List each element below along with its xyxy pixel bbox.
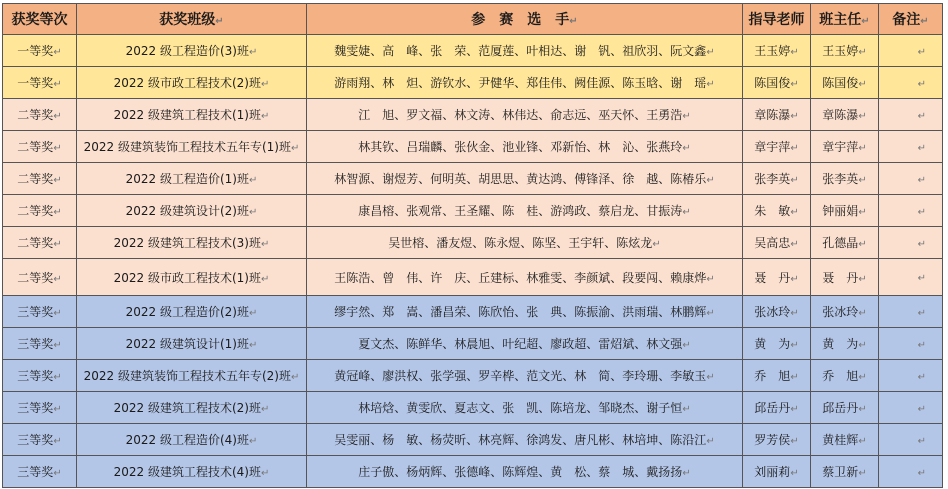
remarks-mark: ↵ [917, 238, 926, 250]
advisor-text: 聂 丹 [754, 270, 791, 285]
remarks-cell [879, 131, 943, 163]
class-teacher-cell [811, 131, 879, 163]
table-row [3, 131, 943, 163]
award-level-text: 三等奖 [17, 401, 54, 415]
class-teacher-cell [811, 195, 879, 227]
paragraph-mark: ↵ [53, 239, 62, 250]
paragraph-mark: ↵ [790, 111, 799, 122]
advisor-text: 乔 旭 [754, 369, 791, 383]
class-teacher-cell [811, 259, 879, 296]
advisor-cell [743, 328, 811, 360]
table-row [3, 360, 943, 392]
paragraph-mark: ↵ [790, 404, 799, 415]
award-level-cell [3, 424, 77, 456]
participants-cell [307, 67, 743, 99]
table-body [3, 35, 943, 488]
header-row [3, 4, 943, 35]
paragraph-mark: ↵ [248, 207, 258, 218]
participants-text: 游雨翔、林 炟、游钦水、尹健华、郑佳伟、阙佳源、陈玉晗、谢 瑶 [334, 76, 707, 90]
paragraph-mark: ↵ [706, 273, 715, 285]
table-row [3, 67, 943, 99]
participants-cell [307, 328, 743, 360]
paragraph-mark: ↵ [682, 143, 691, 154]
table-row [3, 259, 943, 296]
class-teacher-text: 邱岳丹 [822, 401, 859, 415]
advisor-text: 刘丽莉 [754, 465, 791, 479]
paragraph-mark: ↵ [682, 468, 691, 479]
paragraph-mark: ↵ [790, 468, 799, 479]
table-row [3, 227, 943, 259]
participants-text: 康昌榕、张观常、王圣耀、陈 桂、游鸿政、蔡启龙、甘振涛 [358, 204, 683, 218]
paragraph-mark: ↵ [858, 79, 867, 90]
class-teacher-text: 孔德晶 [822, 236, 859, 250]
class-teacher-text: 章宇萍 [822, 140, 859, 154]
paragraph-mark: ↵ [260, 111, 270, 122]
advisor-cell [743, 360, 811, 392]
remarks-cell [879, 35, 943, 67]
class-teacher-text: 张冰玲 [822, 305, 859, 319]
class-name-text: 2022 级市政工程技术(2)班 [113, 76, 261, 90]
class-teacher-text: 蔡卫新 [822, 465, 859, 479]
advisor-text: 章陈瀑 [754, 108, 791, 122]
class-teacher-text: 黄桂辉 [822, 433, 859, 447]
class-name-text: 2022 级建筑工程技术(4)班 [113, 465, 261, 479]
paragraph-mark: ↵ [706, 47, 715, 58]
award-level-text: 二等奖 [17, 140, 54, 154]
award-level-cell [3, 67, 77, 99]
paragraph-mark: ↵ [790, 273, 799, 285]
paragraph-mark: ↵ [858, 308, 867, 319]
award-level-text: 三等奖 [17, 433, 54, 447]
participants-cell [307, 227, 743, 259]
award-level-cell [3, 163, 77, 195]
table-row [3, 35, 943, 67]
paragraph-mark: ↵ [790, 175, 799, 186]
participants-cell [307, 360, 743, 392]
class-teacher-cell [811, 163, 879, 195]
paragraph-mark: ↵ [290, 372, 300, 383]
advisor-cell [743, 456, 811, 488]
paragraph-mark: ↵ [260, 404, 270, 415]
class-name-text: 2022 级建筑工程技术(1)班 [113, 108, 261, 122]
award-level-cell [3, 195, 77, 227]
remarks-cell [879, 392, 943, 424]
award-level-text: 三等奖 [17, 305, 54, 319]
table-row [3, 424, 943, 456]
paragraph-mark: ↵ [682, 404, 691, 415]
paragraph-mark: ↵ [790, 47, 799, 58]
paragraph-mark: ↵ [53, 207, 62, 218]
class-teacher-text: 乔 旭 [822, 369, 859, 383]
award-level-cell [3, 328, 77, 360]
table-row [3, 392, 943, 424]
paragraph-mark: ↵ [858, 143, 867, 154]
class-name-cell [77, 163, 307, 195]
class-teacher-text: 王玉婷 [822, 44, 859, 58]
paragraph-mark: ↵ [682, 340, 691, 351]
class-name-text: 2022 级工程造价(4)班 [125, 433, 249, 447]
paragraph-mark: ↵ [790, 340, 799, 351]
header-remarks: 备注↵ [879, 4, 943, 35]
award-level-text: 三等奖 [17, 369, 54, 383]
participants-cell [307, 195, 743, 227]
paragraph-mark: ↵ [858, 404, 867, 415]
paragraph-mark: ↵ [790, 143, 799, 154]
class-teacher-cell [811, 456, 879, 488]
advisor-cell [743, 259, 811, 296]
class-name-text: 2022 级建筑装饰工程技术五年专(2)班 [83, 369, 291, 383]
advisor-cell [743, 227, 811, 259]
table-row [3, 195, 943, 227]
paragraph-mark: ↵ [652, 239, 661, 250]
remarks-cell [879, 99, 943, 131]
class-teacher-cell [811, 360, 879, 392]
paragraph-mark: ↵ [53, 404, 62, 415]
class-name-cell [77, 67, 307, 99]
header-class-teacher: 班主任↵ [811, 4, 879, 35]
remarks-cell [879, 227, 943, 259]
paragraph-mark: ↵ [53, 111, 62, 122]
paragraph-mark: ↵ [53, 47, 62, 58]
award-level-text: 三等奖 [17, 465, 54, 479]
table-row [3, 163, 943, 195]
advisor-cell [743, 163, 811, 195]
paragraph-mark: ↵ [706, 436, 715, 447]
advisor-text: 邱岳丹 [754, 401, 791, 415]
remarks-mark: ↵ [917, 142, 926, 154]
header-award-level: 获奖等次 [3, 4, 77, 35]
paragraph-mark: ↵ [53, 372, 62, 383]
remarks-mark: ↵ [917, 273, 926, 284]
participants-text: 魏雯婕、高 峰、张 荣、范厦莲、叶相达、谢 钒、祖欣羽、阮文鑫 [334, 44, 707, 58]
paragraph-mark: ↵ [260, 239, 270, 250]
advisor-cell [743, 195, 811, 227]
awards-table [2, 3, 943, 488]
remarks-mark: ↵ [917, 339, 926, 351]
paragraph-mark: ↵ [790, 436, 799, 447]
remarks-mark: ↵ [917, 403, 926, 415]
paragraph-mark: ↵ [248, 175, 258, 186]
advisor-text: 朱 敏 [754, 204, 791, 218]
class-teacher-cell [811, 227, 879, 259]
paragraph-mark: ↵ [248, 308, 258, 319]
table-row [3, 99, 943, 131]
table-row [3, 328, 943, 360]
remarks-cell [879, 296, 943, 328]
paragraph-mark: ↵ [53, 468, 62, 479]
class-name-cell [77, 424, 307, 456]
award-level-text: 三等奖 [17, 337, 54, 351]
class-name-text: 2022 级工程造价(1)班 [125, 172, 249, 186]
advisor-cell [743, 296, 811, 328]
class-name-cell [77, 259, 307, 296]
paragraph-mark: ↵ [858, 47, 867, 58]
table-row [3, 456, 943, 488]
paragraph-mark: ↵ [682, 111, 691, 122]
participants-text: 林智源、谢煜芳、何明英、胡思思、黄达鸿、傅锋泽、徐 越、陈椿乐 [334, 172, 707, 186]
participants-text: 江 旭、罗文福、林文涛、林伟达、俞志远、巫天怀、王勇浩 [358, 108, 683, 122]
paragraph-mark: ↵ [790, 372, 799, 383]
paragraph-mark: ↵ [706, 79, 715, 90]
paragraph-mark: ↵ [790, 79, 799, 90]
participants-cell [307, 259, 743, 296]
participants-cell [307, 296, 743, 328]
advisor-text: 黄 为 [754, 337, 791, 351]
participants-cell [307, 424, 743, 456]
class-name-text: 2022 级工程造价(2)班 [125, 305, 249, 319]
remarks-mark: ↵ [917, 307, 926, 319]
remarks-mark: ↵ [917, 110, 926, 122]
paragraph-mark: ↵ [53, 143, 62, 154]
paragraph-mark: ↵ [682, 207, 691, 218]
class-name-text: 2022 级工程造价(3)班 [125, 44, 249, 58]
participants-cell [307, 392, 743, 424]
class-name-cell [77, 392, 307, 424]
paragraph-mark: ↵ [248, 436, 258, 447]
class-teacher-cell [811, 424, 879, 456]
paragraph-mark: ↵ [790, 308, 799, 319]
class-name-text: 2022 级建筑设计(1)班 [125, 337, 249, 351]
participants-cell [307, 131, 743, 163]
advisor-text: 吴高忠 [754, 236, 791, 250]
remarks-cell [879, 163, 943, 195]
remarks-cell [879, 424, 943, 456]
remarks-cell [879, 456, 943, 488]
participants-cell [307, 99, 743, 131]
remarks-cell [879, 328, 943, 360]
paragraph-mark: ↵ [53, 340, 62, 351]
paragraph-mark: ↵ [858, 175, 867, 186]
header-award-class: 获奖班级↵ [77, 4, 307, 35]
remarks-mark: ↵ [917, 371, 926, 383]
class-name-cell [77, 35, 307, 67]
advisor-text: 章宇萍 [754, 140, 791, 154]
award-level-text: 一等奖 [17, 76, 54, 90]
paragraph-mark: ↵ [290, 143, 300, 154]
class-teacher-cell [811, 67, 879, 99]
class-name-cell [77, 296, 307, 328]
remarks-cell [879, 259, 943, 296]
class-teacher-cell [811, 392, 879, 424]
award-level-cell [3, 456, 77, 488]
advisor-text: 张李英 [754, 172, 791, 186]
award-level-cell [3, 131, 77, 163]
participants-text: 吴雯丽、杨 敏、杨荧昕、林亮辉、徐鸿发、唐凡彬、林培坤、陈沿江 [334, 433, 707, 447]
header-advisor: 指导老师 [743, 4, 811, 35]
participants-cell [307, 456, 743, 488]
advisor-cell [743, 67, 811, 99]
class-name-text: 2022 级建筑工程技术(2)班 [113, 401, 261, 415]
paragraph-mark: ↵ [260, 468, 270, 479]
paragraph-mark: ↵ [706, 372, 715, 383]
paragraph-mark: ↵ [858, 207, 867, 218]
remarks-mark: ↵ [917, 78, 926, 90]
class-teacher-text: 陈国俊 [822, 76, 859, 90]
class-name-text: 2022 级建筑设计(2)班 [125, 204, 249, 218]
award-level-text: 二等奖 [17, 108, 54, 122]
advisor-cell [743, 131, 811, 163]
paragraph-mark: ↵ [858, 273, 867, 285]
remarks-mark: ↵ [917, 467, 926, 479]
paragraph-mark: ↵ [858, 436, 867, 447]
award-level-cell [3, 360, 77, 392]
paragraph-mark: ↵ [53, 273, 62, 285]
advisor-text: 张冰玲 [754, 305, 791, 319]
award-level-text: 二等奖 [17, 172, 54, 186]
class-teacher-text: 黄 为 [822, 337, 859, 351]
participants-text: 林培焓、黄雯欣、夏志文、张 凯、陈培龙、邹晓杰、谢子恒 [358, 401, 683, 415]
remarks-mark: ↵ [917, 46, 926, 58]
class-teacher-cell [811, 35, 879, 67]
remarks-cell [879, 195, 943, 227]
paragraph-mark: ↵ [260, 273, 270, 285]
remarks-cell [879, 67, 943, 99]
class-teacher-text: 张李英 [822, 172, 859, 186]
award-level-cell [3, 35, 77, 67]
participants-text: 缪宇然、郑 嵩、潘昌荣、陈欣怡、张 典、陈振渝、洪雨瑞、林鹏辉 [334, 305, 707, 319]
award-level-cell [3, 392, 77, 424]
class-name-text: 2022 级建筑工程技术(3)班 [113, 236, 261, 250]
class-teacher-text: 章陈瀑 [822, 108, 859, 122]
paragraph-mark: ↵ [260, 79, 270, 90]
paragraph-mark: ↵ [53, 79, 62, 90]
paragraph-mark: ↵ [53, 308, 62, 319]
header-participants: 参 赛 选 手↵ [307, 4, 743, 35]
paragraph-mark: ↵ [53, 436, 62, 447]
paragraph-mark: ↵ [706, 175, 715, 186]
paragraph-mark: ↵ [858, 340, 867, 351]
remarks-cell [879, 360, 943, 392]
participants-text: 庄子傲、杨炳辉、张德峰、陈辉煌、黄 松、蔡 城、戴扬扬 [358, 465, 683, 479]
class-teacher-cell [811, 296, 879, 328]
award-level-text: 一等奖 [17, 44, 54, 58]
award-level-text: 二等奖 [17, 204, 54, 218]
advisor-cell [743, 424, 811, 456]
paragraph-mark: ↵ [858, 372, 867, 383]
class-name-cell [77, 360, 307, 392]
advisor-text: 陈国俊 [754, 76, 791, 90]
paragraph-mark: ↵ [790, 239, 799, 250]
remarks-mark: ↵ [917, 435, 926, 447]
paragraph-mark: ↵ [706, 308, 715, 319]
class-name-cell [77, 131, 307, 163]
paragraph-mark: ↵ [248, 47, 258, 58]
award-level-cell [3, 99, 77, 131]
paragraph-mark: ↵ [858, 111, 867, 122]
class-name-text: 2022 级建筑装饰工程技术五年专(1)班 [83, 140, 291, 154]
participants-text: 林其钦、吕瑞麟、张伙金、池业锋、邓新怡、林 沁、张燕玲 [358, 140, 683, 154]
remarks-mark: ↵ [917, 206, 926, 218]
advisor-cell [743, 99, 811, 131]
advisor-text: 王玉婷 [754, 44, 791, 58]
paragraph-mark: ↵ [790, 207, 799, 218]
award-level-text: 二等奖 [17, 270, 54, 285]
class-name-cell [77, 328, 307, 360]
advisor-cell [743, 392, 811, 424]
remarks-mark: ↵ [917, 174, 926, 186]
paragraph-mark: ↵ [248, 340, 258, 351]
class-name-cell [77, 99, 307, 131]
advisor-cell [743, 35, 811, 67]
participants-text: 黄冠峰、廖洪权、张学强、罗辛桦、范文光、林 简、李玲珊、李敏玉 [334, 369, 707, 383]
award-level-text: 二等奖 [17, 236, 54, 250]
class-teacher-text: 聂 丹 [822, 270, 859, 285]
participants-cell [307, 35, 743, 67]
award-level-cell [3, 259, 77, 296]
class-name-cell [77, 195, 307, 227]
advisor-text: 罗芳侯 [754, 433, 791, 447]
award-level-cell [3, 227, 77, 259]
participants-text: 吴世榕、潘友煜、陈永煜、陈坚、王宇轩、陈炫龙 [388, 236, 653, 250]
class-teacher-cell [811, 99, 879, 131]
paragraph-mark: ↵ [53, 175, 62, 186]
participants-text: 王陈浩、曾 伟、许 庆、丘建标、林雅雯、李颜斌、段要闯、赖康烨 [334, 270, 707, 285]
participants-cell [307, 163, 743, 195]
participants-text: 夏文杰、陈鲜华、林晨旭、叶纪超、廖政超、雷炤斌、林文强 [358, 337, 683, 351]
paragraph-mark: ↵ [858, 468, 867, 479]
award-level-cell [3, 296, 77, 328]
class-teacher-text: 钟丽娟 [822, 204, 859, 218]
class-name-cell [77, 456, 307, 488]
class-name-text: 2022 级市政工程技术(1)班 [113, 270, 261, 285]
paragraph-mark: ↵ [858, 239, 867, 250]
class-teacher-cell [811, 328, 879, 360]
class-name-cell [77, 227, 307, 259]
table-row [3, 296, 943, 328]
